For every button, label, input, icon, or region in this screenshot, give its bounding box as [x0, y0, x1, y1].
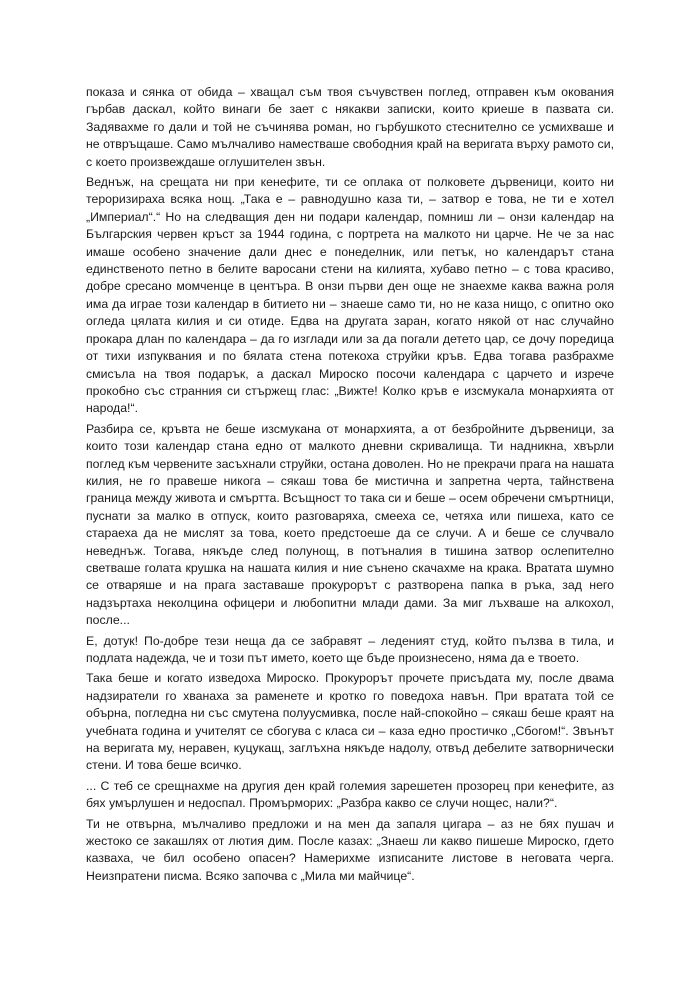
paragraph-2: Веднъж, на срещата ни при кенефите, ти се оплака от полковете дървеници, които ни тероризираха всяка нощ. „Така е – равнодушно каза ти, – затвор е това, не ти е хотел „Империал“.“ Но на следващия ден ни подари календар, помниш ли – онзи календар на Българския червен кръст за 1944 година, с портрета на малкото ни царче. Не че за нас имаше особено значение дали днес е понеделник, или петък, но календарът стана единственото петно в белите варосани стени на килията, хубаво петно – с това красиво, добре сресано момченце в центъра. В онзи първи ден още не знаехме каква важна роля има да играе този календар в битието ни – знаеше само ти, но не каза нищо, с опитно око огледа цялата килия и си отиде. Едва на другата заран, когато някой от нас случайно прокара длан по календара – да го изглади или за да погали детето цар, се дочу поредица от тихи изпуквания и по бялата стена потекоха струйки кръв. Едва тогава разбрахме смисъла на твоя подарък, а даскал Мироско посочи календара с царчето и изрече прокобно със странния си стържещ глас: „Вижте! Колко кръв е изсмукала монархията от народа!“.	[86, 175, 614, 416]
body-text	[86, 84, 614, 888]
paragraph-1: показа и сянка от обида – хващал съм твоя съчувствен поглед, отправен към окования гърбав даскал, който винаги бе зает с някакви записки, които криеше в пазвата си. Задявахме го дали и той не съчинява роман, но гърбушкото стеснително се усмихваше и не отвръщаше. Само мълчаливо наместваше свободния край на веригата върху рамото си, с което произвеждаше оглушителен звън.	[86, 85, 614, 169]
paragraph-4: Е, дотук! По-добре тези неща да се забравят – леденият студ, който пълзва в тила, и подлата надежда, че и този път името, което ще бъде произнесено, няма да е твоето.	[86, 633, 614, 665]
paragraph-3: Разбира се, кръвта не беше изсмукана от монархията, а от безбройните дървеници, за които този календар стана едно от малкото дневни скривалища. Ти надникна, хвърли поглед към червените засъхнали струйки, остана доволен. Но не прекрачи прага на нашата килия, не го правеше никога – сякаш това бе мистична и запретна черта, тайнствена граница между живота и смъртта. Всъщност то така си и беше – осем обречени смъртници, пуснати за малко в отпуск, които разговаряха, смееха се, четяха или пишеха, като се стараеха да не мислят за това, което предстоеше да се случи. А и беше се случвало неведнъж. Тогава, някъде след полунощ, в потъналия в тишина затвор ослепително светваше голата крушка на нашата килия и ние сънено скачахме на крака. Вратата шумно се отваряше и на прага заставаше прокурорът с разтворена папка в ръка, зад него надзъртаха неколцина офицери и любопитни млади дами. За миг лъхваше на алкохол, после...	[86, 421, 614, 628]
paragraph-6: ... С теб се срещнахме на другия ден край големия зарешетен прозорец при кенефите, аз бях умърлушен и недоспал. Промърморих: „Разбра какво се случи нощес, нали?“.	[86, 778, 614, 811]
paragraph-7: Ти не отвърна, мълчаливо предложи и на мен да запаля цигара – аз не бях пушач и жестоко се закашлях от лютия дим. После казах: „Знаеш ли какво пишеше Мироско, гдето казваха, че бил особено опасен? Намерихме изписаните листове в неговата черга. Неизпратени писма. Всяко започва с „Мила ми майчице“.	[86, 816, 614, 883]
paragraph-5: Така беше и когато изведоха Мироско. Прокурорът прочете присъдата му, после двама надзиратели го хванаха за раменете и кротко го поведоха навън. При вратата той се обърна, погледна ни със смутена полуусмивка, после най-спокойно – сякаш беше краят на учебната година и учителят се сбогува с класа си – каза едно простичко „Сбогом!“. Звънът на веригата му, неравен, куцукащ, заглъхна някъде надолу, отвъд дебелите затворнически стени. И това беше всичко.	[86, 671, 614, 773]
